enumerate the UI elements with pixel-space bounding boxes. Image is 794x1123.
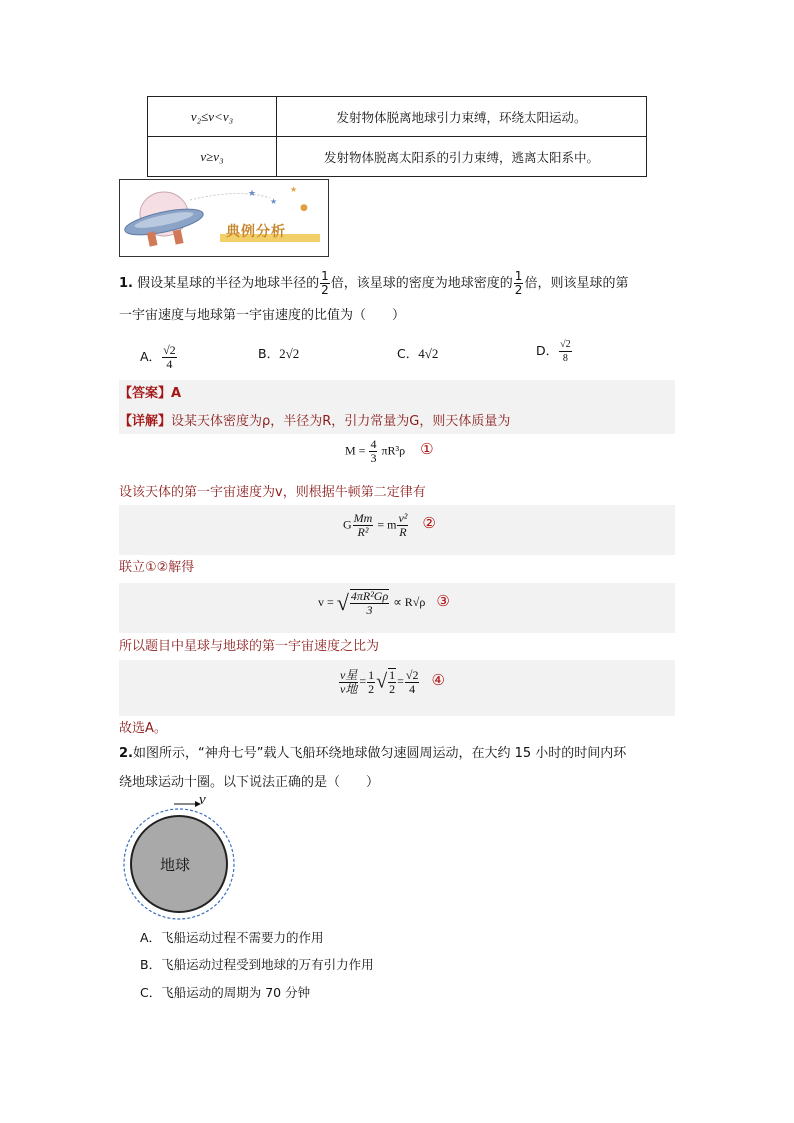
detail-line1: 【详解】设某天体密度为ρ，半径为R，引力常量为G，则天体质量为: [119, 414, 511, 429]
question-text: 假设某星球的半径为地球半径的: [137, 276, 320, 291]
equation-2: G $\frac{Mm}{\text{R²}}$ = m $\frac{\text{v²}}{R}$ ②: [343, 511, 436, 539]
detail-line3: 联立①②解得: [119, 560, 195, 575]
detail-line2: 设该天体的第一宇宙速度为v，则根据牛顿第二定律有: [119, 485, 426, 500]
banner-title: 典例分析: [226, 224, 286, 240]
question-2-line1: 2.如图所示，“神舟七号”载人飞船环绕地球做匀速圆周运动，在大约 15 小时的时间内环: [119, 746, 627, 761]
q2-option-a[interactable]: A．飞船运动过程不需要力的作用: [140, 930, 324, 945]
equation-marker: ②: [422, 514, 436, 533]
earth-label: 地球: [160, 856, 191, 874]
table-cell-description: 发射物体脱离地球引力束缚，环绕太阳运动。: [277, 97, 647, 137]
earth-orbit-diagram: [120, 792, 244, 920]
question-text: 倍，该星球的密度为地球密度的: [330, 276, 513, 291]
equation-4: $\frac{\text{v星}}{\text{v地}}$ = $\frac{1}{2}$ √ $\frac{1}{2}$ = $\frac{√2}{4}$ ④: [340, 667, 445, 696]
example-analysis-banner: [119, 179, 329, 257]
svg-text:★: ★: [290, 185, 298, 194]
table-row: [148, 97, 647, 137]
question-2-line2: 绕地球运动十圈。以下说法正确的是（ ）: [119, 775, 380, 790]
q2-option-c[interactable]: C．飞船运动的周期为 70 分钟: [140, 985, 311, 1000]
table-cell-description: 发射物体脱离太阳系的引力束缚，逃离太阳系中。: [277, 137, 647, 177]
conclusion: 故选A。: [119, 721, 167, 736]
question-number: 2.: [119, 746, 133, 761]
ufo-illustration-icon: [120, 180, 328, 256]
detail-line4: 所以题目中星球与地球的第一宇宙速度之比为: [119, 639, 380, 654]
equation-marker: ①: [420, 440, 434, 459]
question-text-line2: 一宇宙速度与地球第一宇宙速度的比值为（ ）: [119, 308, 406, 323]
question-number: 1.: [119, 276, 133, 291]
option-c[interactable]: C．4√2: [397, 346, 439, 361]
option-d[interactable]: D． $\frac{√2}{8}$: [536, 339, 571, 364]
equation-marker: ④: [431, 670, 445, 689]
svg-text:●: ●: [300, 203, 308, 213]
table-row: [148, 137, 647, 177]
option-b[interactable]: B．2√2: [258, 346, 300, 361]
svg-text:★: ★: [270, 197, 278, 206]
equation-1: M = $\frac{4}{3}$ πR³ρ ①: [345, 437, 434, 465]
escape-velocity-table: [147, 96, 647, 177]
fraction-half: $\frac{1}{2}$: [321, 269, 329, 297]
answer-line: 【答案】A: [119, 386, 182, 401]
question-1: [119, 270, 679, 297]
table-cell-condition: v₂≤v<v₃: [148, 97, 277, 137]
fraction-half: $\frac{1}{2}$: [514, 269, 523, 297]
table-cell-condition: v≥v₃: [148, 137, 277, 177]
equation-3: v = √ $\frac{\text{4πR²Gρ}}{3}$ ∝ R√ρ ③: [318, 589, 450, 617]
q2-option-b[interactable]: B．飞船运动过程受到地球的万有引力作用: [140, 957, 374, 972]
equation-marker: ③: [436, 591, 450, 610]
option-a[interactable]: A． $\frac{√2}{4}$: [140, 343, 176, 371]
question-text: 倍，则该星球的第: [524, 276, 629, 291]
q1-options: [140, 336, 600, 370]
velocity-label: v: [199, 792, 206, 808]
svg-text:★: ★: [248, 189, 257, 199]
